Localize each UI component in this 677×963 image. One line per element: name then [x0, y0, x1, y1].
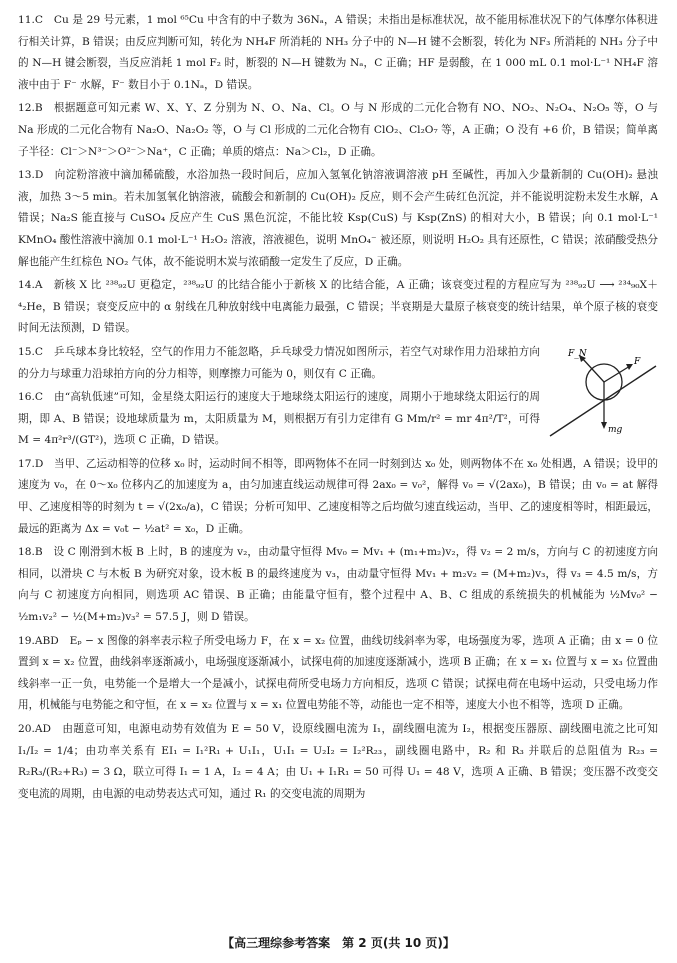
- answer-15: 15.C 乒乓球本身比较轻，空气的作用力不能忽略，乒乓球受力情况如图所示，若空气对球作用力沿球拍方向的分力与球重力沿球拍方向的分力相等，则摩擦力可能为 0，则仅有 C 正确。: [18, 345, 540, 380]
- answer-17: 17.D 当甲、乙运动相等的位移 x₀ 时，运动时间不相等，即两物体不在同一时刻到达 x₀ 处，则两物体不在 x₀ 处相遇，A 错误；设甲的速度为 v₀，在 0～x₀ 位移内乙的加速度为 a，由匀加速直线运动规律可得 2ax₀ = v₀²，解得 v₀ = √(2ax₀)，B 错误；由 v₀ = at 解得甲、乙速度相等的时刻为 t = √(2x₀/a)，C 错误；分析可知甲、乙速度相等之后均做匀速直线运动，当甲、乙的速度相等时，相距最远，最远的距离为 Δx = v₀t − ½at² = x₀，D 正确。: [18, 457, 658, 535]
- answer-page: [18, 10, 658, 807]
- answer-20: 20.AD 由题意可知，电源电动势有效值为 E = 50 V，设原线圈电流为 I₁，副线圈电流为 I₂，根据变压器原、副线圈电流之比可知 I₁/I₂ = 1/4；由功率关系有 EI₁ = I₁²R₁ + U₁I₁，U₁I₁ = U₂I₂ = I₂²R₂₃，副线圈电路中，R₂ 和 R₃ 并联后的总阻值为 R₂₃ = R₂R₃/(R₂+R₃) = 3 Ω，联立可得 I₁ = 1 A，I₂ = 4 A；由 U₁ + I₁R₁ = 50 可得 U₁ = 48 V，选项 A 正确、B 错误；变压器不改变交变电流的周期，由电源的电动势表达式可知，通过 R₁ 的交变电流的周期为: [18, 723, 658, 800]
- answer-19: 19.ABD Eₚ − x 图像的斜率表示粒子所受电场力 F，在 x = x₂ 位置，曲线切线斜率为零，电场强度为零，选项 A 正确；由 x = 0 位置到 x = x₂ 位置，曲线斜率逐渐减小，电场强度逐渐减小，试探电荷的加速度逐渐减小，选项 B 正确；在 x = x₁ 位置与 x = x₃ 位置曲线斜率一正一负，电势能一个是增大一个是减小，试探电荷所受电场力方向相反，选项 C 错误；试探电荷在电场中运动，只受电场力作用，机械能与电势能之和守恒，在 x = x₂ 位置与 x = x₁ 位置电势能不等，动能也一定不相等，速度大小也不相等，选项 D 正确。: [18, 634, 658, 712]
- label-gravity: mg: [608, 424, 623, 435]
- answer-18: 18.B 设 C 刚滑到木板 B 上时，B 的速度为 v₂，由动量守恒得 Mv₀ = Mv₁ + (m₁+m₂)v₂，得 v₂ = 2 m/s，方向与 C 的初速度方向相同，以滑块 C 与木板 B 为研究对象，设木板 B 的最终速度为 v₃，由动量守恒得 Mv₁ + m₂v₂ = (M+m₂)v₃，得 v₃ = 4.5 m/s，方向与 C 初速度方向相同，则选项 AC 错误、B 正确；由能量守恒有，整个过程中 A、B、C 组成的系统损失的机械能为 ½Mv₀² − ½m₁v₂² − ½(M+m₂)v₃² = 57.5 J，则 D 错误。: [18, 546, 658, 624]
- force-arrowhead: [626, 364, 633, 370]
- label-force: F: [634, 356, 641, 367]
- normal-force-arrow: [582, 358, 604, 382]
- page-footer: 【高三理综参考答案 第 2 页(共 10 页)】: [222, 936, 455, 950]
- gravity-arrowhead: [601, 422, 607, 429]
- force-arrow: [604, 366, 630, 382]
- answer-12: 12.B 根据题意可知元素 W、X、Y、Z 分别为 N、O、Na、Cl。O 与 N 形成的二元化合物有 NO、NO₂、N₂O₄、N₂O₅ 等，O 与 Na 形成的二元化合物有 Na₂O、Na₂O₂ 等，O 与 Cl 形成的二元化合物有 ClO₂、Cl₂O₇ 等，A 正确；O 没有 +6 价，B 错误；简单离子半径：Cl⁻＞N³⁻＞O²⁻＞Na⁺，C 正确；单质的熔点：Na＞Cl₂，D 正确。: [18, 102, 658, 158]
- answer-11: 11.C Cu 是 29 号元素，1 mol ⁶⁵Cu 中含有的中子数为 36Nₐ，A 错误；未指出是标准状况，故不能用标准状况下的气体摩尔体积进行相关计算，B 错误；由反应判断可知，转化为 NH₄F 所消耗的 NH₃ 分子中的 N—H 键不会断裂，转化为 NF₃ 所消耗的 NH₃ 分子中的 N—H 键会断裂，当反应消耗 1 mol F₂ 时，断裂的 N—H 键数为 Nₐ，C 正确；HF 是弱酸，在 1 000 mL 0.1 mol·L⁻¹ NH₄F 溶液中由于 F⁻ 水解，F⁻ 数目小于 0.1Nₐ，D 错误。: [18, 14, 658, 91]
- answer-13: 13.D 向淀粉溶液中滴加稀硫酸，水浴加热一段时间后，应加入氢氧化钠溶液调溶液 pH 至碱性，再加入少量新制的 Cu(OH)₂ 悬浊液，加热 3～5 min。若未加氢氧化钠溶液，硫酸会和新制的 Cu(OH)₂ 反应，则不会产生砖红色沉淀，并不能说明淀粉未发生水解，A 错误；Na₂S 能直接与 CuSO₄ 反应产生 CuS 黑色沉淀，不能比较 Ksp(CuS) 与 Ksp(ZnS) 的相对大小，B 错误；向 0.1 mol·L⁻¹ KMnO₄ 酸性溶液中滴加 0.1 mol·L⁻¹ H₂O₂ 溶液，溶液褪色，说明 MnO₄⁻ 被还原，则说明 H₂O₂ 具有还原性，C 错误；浓硝酸受热分解也能产生红棕色 NO₂ 气体，故不能说明木炭与浓硝酸一定发生了反应，D 正确。: [18, 169, 658, 268]
- answer-16: 16.C 由“高轨低速”可知，金星绕太阳运行的速度大于地球绕太阳运行的速度，周期小于地球绕太阳运行的周期，即 A、B 错误；设地球质量为 m，太阳质量为 M，则根据万有引力定律有 G Mm/r² = mr 4π²/T²，可得 M = 4π²r³/(GT²)，选项 C 正确，D 错误。: [18, 391, 540, 447]
- answer-14: 14.A 新核 X 比 ²³⁸₉₂U 更稳定，²³⁸₉₂U 的比结合能小于新核 X 的比结合能，A 正确；该衰变过程的方程应写为 ²³⁸₉₂U ⟶ ²³⁴₉₀X＋⁴₂He，B 错误；衰变反应中的 α 射线在几种放射线中电离能力最强，C 错误；半衰期是大量原子核衰变的统计结果，单个原子核的衰变时间无法预测，D 错误。: [18, 279, 658, 335]
- label-normal-force: F_N: [568, 348, 587, 359]
- force-diagram: [548, 344, 658, 439]
